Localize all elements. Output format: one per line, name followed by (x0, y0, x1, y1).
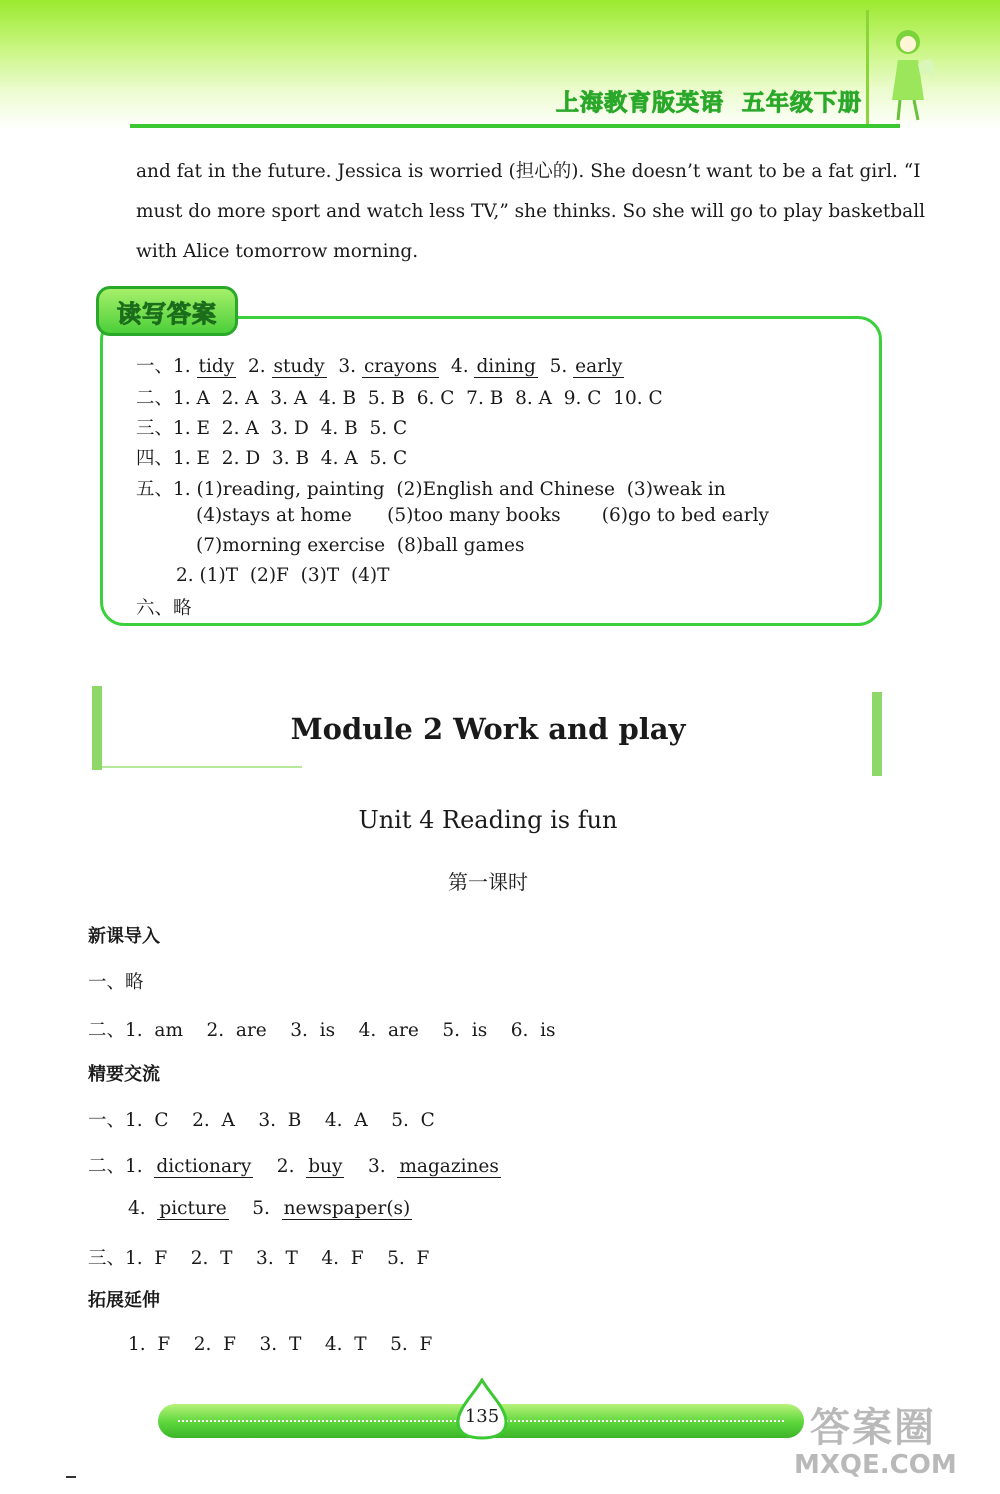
header-rule (130, 124, 900, 128)
section-heading-tuozhan: 拓展延伸 (88, 1290, 160, 1311)
watermark-logo-text: 答案圈 (810, 1405, 936, 1451)
answer-line: 一、1. tidy 2. study 3. crayons 4. dining 5. early (136, 356, 623, 377)
intro-line: must do more sport and watch less TV,” she thinks. So she will go to play basketball (136, 201, 926, 222)
answer-line: 二、1. dictionary 2. buy 3. magazines (88, 1156, 499, 1177)
answers-section-title: 读写答案 (96, 286, 238, 336)
answer-line: (4)stays at home (5)too many books (6)go to bed early (196, 505, 769, 526)
answer-line: 一、1. C 2. A 3. B 4. A 5. C (88, 1110, 435, 1131)
answer-line: 三、1. F 2. T 3. T 4. F 5. F (88, 1248, 430, 1269)
book-title: 上海教育版英语 五年级下册 (555, 90, 862, 116)
answer-line: 2. (1)T (2)F (3)T (4)T (176, 565, 390, 586)
intro-line: and fat in the future. Jessica is worried (担心的). She doesn’t want to be a fat girl. “I (136, 161, 921, 182)
answer-line: 二、1. A 2. A 3. A 4. B 5. B 6. C 7. B 8. A 9. C 10. C (136, 388, 663, 409)
answer-line: 六、略 (136, 598, 192, 619)
answer-line: 二、1. am 2. are 3. is 4. are 5. is 6. is (88, 1020, 556, 1041)
page-number: 135 (464, 1406, 500, 1427)
answer-line: 1. F 2. F 3. T 4. T 5. F (128, 1334, 433, 1355)
answer-line: 4. picture 5. newspaper(s) (128, 1198, 411, 1219)
answer-line: 五、1. (1)reading, painting (2)English and Chinese (3)weak in (136, 479, 726, 500)
answer-line: 三、1. E 2. A 3. D 4. B 5. C (136, 418, 408, 439)
watermark (790, 1396, 990, 1486)
intro-line: with Alice tomorrow morning. (136, 241, 419, 262)
section-heading-xinke: 新课导入 (88, 926, 160, 947)
lesson-title: 第一课时 (448, 870, 528, 894)
answer-line: (7)morning exercise (8)ball games (196, 535, 525, 556)
header-divider (866, 10, 869, 128)
answer-line: 一、略 (88, 972, 144, 993)
fairy-icon (880, 20, 940, 130)
unit-title: Unit 4 Reading is fun (358, 806, 618, 834)
intro-paragraph (136, 152, 926, 272)
answer-line: 四、1. E 2. D 3. B 4. A 5. C (136, 448, 408, 469)
page-mark (66, 1476, 76, 1478)
module-banner-rule (102, 766, 302, 768)
module-title: Module 2 Work and play (290, 712, 686, 746)
section-heading-jingyao: 精要交流 (88, 1064, 160, 1085)
watermark-url: MXQE.COM (794, 1450, 957, 1480)
